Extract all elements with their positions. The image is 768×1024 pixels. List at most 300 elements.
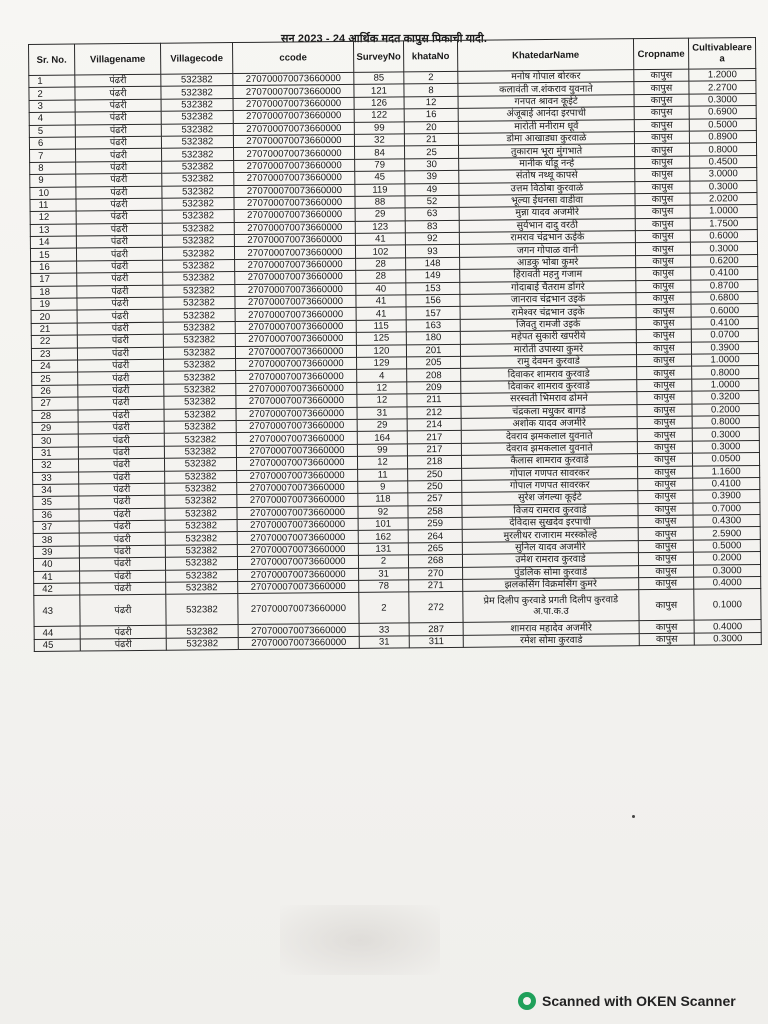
cell-surveyno: 40 [356,283,406,296]
cell-sr-no: 11 [30,199,76,212]
cell-surveyno: 28 [356,270,406,283]
cell-surveyno: 162 [358,530,408,543]
cell-khatano: 268 [408,555,462,568]
cell-cultivablearea: 0.3200 [692,391,759,404]
cell-sr-no: 12 [30,211,76,224]
cell-sr-no: 10 [30,187,76,200]
cell-ccode: 270700070073660000 [234,159,355,173]
cell-villagecode: 532382 [162,210,234,223]
cell-cultivablearea: 2.5900 [693,527,760,540]
cell-cultivablearea: 0.8000 [692,366,759,379]
header-cultivablearea: Cultivablearea [688,38,755,70]
cell-surveyno: 121 [354,84,404,97]
cell-villagecode: 532382 [165,507,237,520]
cell-villagecode: 532382 [164,433,236,446]
cell-khatedarname: जगन गोपाळ वानी [459,243,635,257]
cell-surveyno: 2 [358,555,408,568]
cell-ccode: 270700070073660000 [235,295,356,309]
cell-surveyno: 45 [355,171,405,184]
cell-sr-no: 30 [32,434,78,447]
cell-khatano: 21 [404,133,458,146]
cell-ccode: 270700070073660000 [237,494,358,508]
cell-sr-no: 5 [29,125,75,138]
cell-khatano: 250 [408,468,462,481]
cell-khatedarname: देवराव झमकलाल युवनाते [461,429,637,443]
cell-villagecode: 532382 [162,173,234,186]
cell-villagename: पंढरी [77,310,163,323]
cell-villagename: पंढरी [76,198,162,211]
cell-cultivablearea: 0.3000 [690,242,757,255]
cell-villagename: पंढरी [76,173,162,186]
cell-cultivablearea: 1.2000 [689,69,756,82]
cell-villagename: पंढरी [77,347,163,360]
cell-khatano: 148 [406,257,460,270]
cell-cultivablearea: 0.4100 [691,316,758,329]
cell-villagename: पंढरी [79,508,165,521]
cell-villagecode: 532382 [163,334,235,347]
cell-surveyno: 2 [359,592,409,623]
cell-cultivablearea: 0.3900 [691,341,758,354]
cell-villagename: पंढरी [80,595,166,627]
cell-khatano: 12 [404,96,458,109]
header-ccode: ccode [232,41,353,73]
cell-khatedarname: सुर्यभान दादु वरठी [459,218,635,232]
cell-cultivablearea: 0.2000 [692,403,759,416]
cell-khatedarname: देवराव झमकलाल युवनाते [461,441,637,455]
cell-sr-no: 1 [29,75,75,88]
header-sr-no: Sr. No. [29,44,75,75]
cell-surveyno: 123 [355,221,405,234]
cell-khatano: 264 [408,530,462,543]
cell-ccode: 270700070073660000 [233,134,354,148]
cell-villagecode: 532382 [164,445,236,458]
cell-sr-no: 41 [34,571,80,584]
cell-cultivablearea: 1.0000 [692,353,759,366]
cell-sr-no: 35 [33,496,79,509]
cell-villagename: पंढरी [75,124,161,137]
cell-villagecode: 532382 [163,321,235,334]
cell-ccode: 270700070073660000 [238,580,359,594]
cell-cultivablearea: 0.3900 [693,490,760,503]
cell-ccode: 270700070073660000 [234,184,355,198]
cell-cultivablearea: 0.6000 [690,230,757,243]
cell-cropname: कापुस [637,453,692,466]
cell-cropname: कापुस [638,528,693,541]
cell-cultivablearea: 0.4100 [693,477,760,490]
cell-khatedarname: देविदास सुखदेव इरपाची [462,516,638,530]
cell-surveyno: 122 [354,109,404,122]
cell-sr-no: 8 [30,162,76,175]
cell-cultivablearea: 0.3000 [692,440,759,453]
cell-cultivablearea: 1.0000 [692,378,759,391]
cell-sr-no: 25 [32,372,78,385]
cell-sr-no: 32 [32,459,78,472]
cell-sr-no: 29 [32,422,78,435]
cell-ccode: 270700070073660000 [233,97,354,111]
cell-cultivablearea: 0.4000 [694,577,761,590]
cell-cropname: कापुस [636,292,691,305]
cell-cultivablearea: 0.4300 [693,515,760,528]
cell-khatedarname: सुनिल यादव अजमीरे [462,541,638,555]
cell-sr-no: 17 [31,273,77,286]
cell-khatedarname: महेपत सुकारी खपरीये [460,330,636,344]
cell-khatano: 25 [404,146,458,159]
cell-khatedarname: रमेश सोमा कुरवाडे [463,633,639,647]
cell-khatedarname: सरस्वती भिमराव ढोमने [461,392,637,406]
scanner-watermark [518,990,736,1012]
cell-sr-no: 6 [29,137,75,150]
cell-ccode: 270700070073660000 [233,110,354,124]
cell-surveyno: 99 [357,444,407,457]
cell-villagename: पंढरी [78,384,164,397]
cell-cropname: कापुस [635,181,690,194]
cell-khatano: 209 [407,381,461,394]
cell-cropname: कापुस [638,552,693,565]
cell-cultivablearea: 0.6800 [691,292,758,305]
cell-cropname: कापुस [638,478,693,491]
cell-cropname: कापुस [636,342,691,355]
cell-ccode: 270700070073660000 [237,556,358,570]
cell-villagename: पंढरी [76,211,162,224]
cell-surveyno: 125 [356,332,406,345]
cell-villagename: पंढरी [76,235,162,248]
scan-smudge [280,905,440,975]
cell-khatano: 52 [405,195,459,208]
cell-khatedarname: कैलास शामराव कुरवाडे [461,454,637,468]
cell-cropname: कापुस [637,354,692,367]
cell-villagecode: 532382 [162,222,234,235]
cell-ccode: 270700070073660000 [233,85,354,99]
cell-surveyno: 129 [357,357,407,370]
cell-ccode: 270700070073660000 [235,333,356,347]
cell-villagename: पंढरी [78,421,164,434]
cell-surveyno: 12 [357,382,407,395]
cell-sr-no: 2 [29,87,75,100]
cell-cultivablearea: 0.7000 [693,502,760,515]
cell-cultivablearea: 0.4000 [694,620,761,633]
cell-khatano: 149 [406,270,460,283]
cell-sr-no: 19 [31,298,77,311]
beneficiary-table [28,37,762,652]
cell-khatano: 217 [407,431,461,444]
cell-ccode: 270700070073660000 [235,258,356,272]
cell-ccode: 270700070073660000 [236,382,357,396]
cell-sr-no: 33 [33,472,79,485]
cell-surveyno: 31 [359,567,409,580]
cell-ccode: 270700070073660000 [234,221,355,235]
cell-khatano: 217 [407,443,461,456]
cell-villagename: पंढरी [80,570,166,583]
cell-surveyno: 164 [357,431,407,444]
cell-cultivablearea: 0.6200 [691,254,758,267]
cell-cropname: कापुस [637,367,692,380]
cell-ccode: 270700070073660000 [236,370,357,384]
cell-ccode: 270700070073660000 [233,72,354,86]
scan-speck [632,815,635,818]
cell-sr-no: 24 [32,360,78,373]
cell-ccode: 270700070073660000 [238,593,359,625]
cell-khatedarname: मारोती मनीराम धूर्वे [458,119,634,133]
cell-khatedarname: मारोती उपास्या कुमरे [460,342,636,356]
cell-villagecode: 532382 [164,396,236,409]
cell-surveyno: 119 [355,183,405,196]
cell-cropname: कापुस [634,119,689,132]
cell-cultivablearea: 2.2700 [689,81,756,94]
cell-cropname: कापुस [638,490,693,503]
cell-villagecode: 532382 [166,594,238,626]
cell-villagecode: 532382 [163,259,235,272]
cell-cultivablearea: 0.8000 [689,143,756,156]
cell-ccode: 270700070073660000 [238,624,359,638]
cell-cropname: कापुस [635,156,690,169]
cell-khatedarname: अंजूबाई आनंदा इरपाची [458,107,634,121]
cell-cultivablearea: 0.0700 [691,329,758,342]
cell-cultivablearea: 3.0000 [690,168,757,181]
cell-ccode: 270700070073660000 [236,395,357,409]
cell-villagecode: 532382 [161,111,233,124]
cell-villagename: पंढरी [80,638,166,651]
cell-villagename: पंढरी [78,458,164,471]
cell-cropname: कापुस [638,466,693,479]
cell-villagecode: 532382 [165,557,237,570]
cell-villagename: पंढरी [79,520,165,533]
cell-villagecode: 532382 [162,247,234,260]
cell-cropname: कापुस [639,565,694,578]
cell-surveyno: 41 [355,233,405,246]
cell-sr-no: 40 [33,558,79,571]
cell-khatedarname: गनपत श्रावन कूईटे [458,94,634,108]
cell-surveyno: 31 [359,636,409,649]
cell-sr-no: 7 [30,149,76,162]
cell-cropname: कापुस [639,633,694,646]
cell-villagename: पंढरी [78,409,164,422]
cell-villagecode: 532382 [164,359,236,372]
cell-villagecode: 532382 [165,495,237,508]
cell-khatano: 208 [407,369,461,382]
cell-sr-no: 45 [34,639,80,652]
cell-villagename: पंढरी [80,626,166,639]
cell-ccode: 270700070073660000 [238,568,359,582]
cell-cropname: कापुस [637,404,692,417]
cell-khatano: 163 [406,319,460,332]
cell-surveyno: 79 [355,159,405,172]
cell-villagename: पंढरी [75,74,161,87]
cell-cultivablearea: 0.8900 [689,130,756,143]
cell-khatano: 218 [407,455,461,468]
cell-cropname: कापुस [636,329,691,342]
cell-khatano: 212 [407,406,461,419]
cell-villagename: पंढरी [77,260,163,273]
cell-khatano: 30 [405,158,459,171]
cell-sr-no: 9 [30,174,76,187]
cell-cropname: कापुस [636,267,691,280]
cell-cropname: कापुस [635,193,690,206]
cell-sr-no: 4 [29,112,75,125]
cell-khatedarname: गोदाबाई चैतराम डोंगरे [460,280,636,294]
cell-cropname: कापुस [634,143,689,156]
cell-villagecode: 532382 [161,135,233,148]
cell-sr-no: 15 [30,249,76,262]
cell-khatano: 257 [408,493,462,506]
cell-ccode: 270700070073660000 [235,271,356,285]
cell-khatano: 205 [407,356,461,369]
cell-khatano: 2 [404,71,458,84]
cell-khatedarname: पुंडलिक सोमा कुरवाडे [463,565,639,579]
cell-khatedarname: उमेश रामराव कुरवाडे [462,553,638,567]
cell-villagename: पंढरी [75,111,161,124]
cell-cultivablearea: 0.8000 [692,415,759,428]
cell-villagecode: 532382 [165,532,237,545]
cell-ccode: 270700070073660000 [234,171,355,185]
cell-khatedarname: दिवाकर शामराव कुरवाडे [461,379,637,393]
cell-khatedarname: रामु देवमन कुरवाडे [461,355,637,369]
cell-villagename: पंढरी [79,545,165,558]
document-title: सन 2023 - 24 आर्थिक मदत कापुस पिकाची यादी. [281,33,487,45]
cell-cropname: कापुस [635,230,690,243]
cell-villagecode: 532382 [161,123,233,136]
header-villagename: Villagename [75,43,161,75]
cell-cultivablearea: 0.1000 [694,589,761,621]
cell-ccode: 270700070073660000 [236,444,357,458]
cell-khatedarname: तुकाराम भूरा मुंगभाते [458,144,634,158]
cell-ccode: 270700070073660000 [234,233,355,247]
cell-khatano: 20 [404,121,458,134]
cell-surveyno: 11 [358,468,408,481]
cell-villagename: पंढरी [79,471,165,484]
cell-khatedarname: संतोष नथ्थू कापसे [459,169,635,183]
cell-villagecode: 532382 [165,520,237,533]
cell-ccode: 270700070073660000 [236,432,357,446]
cell-surveyno: 32 [354,134,404,147]
cell-cropname: कापुस [638,515,693,528]
cell-ccode: 270700070073660000 [237,518,358,532]
cell-khatedarname: मुरलीधर राजाराम मरस्कोल्हे [462,528,638,542]
cell-cropname: कापुस [639,621,694,634]
cell-khatano: 271 [409,579,463,592]
cell-sr-no: 42 [34,583,80,596]
header-cropname: Cropname [633,38,688,70]
cell-khatedarname: चंद्रकला मधुकर बागडे [461,404,637,418]
cell-cultivablearea: 0.0500 [692,453,759,466]
header-khatedarname: KhatedarName [457,39,633,72]
header-surveyno: SurveyNo [353,41,403,72]
cell-sr-no: 38 [33,533,79,546]
cell-surveyno: 84 [355,146,405,159]
watermark-text: Scanned with OKEN Scanner [542,993,736,1009]
cell-surveyno: 29 [355,208,405,221]
cell-cultivablearea: 0.4500 [690,155,757,168]
cell-khatano: 265 [408,542,462,555]
cell-sr-no: 14 [30,236,76,249]
cell-ccode: 270700070073660000 [237,469,358,483]
cell-khatano: 83 [405,220,459,233]
cell-ccode: 270700070073660000 [234,209,355,223]
cell-cropname: कापुस [639,577,694,590]
cell-cultivablearea: 0.3000 [690,180,757,193]
cell-villagecode: 532382 [161,74,233,87]
cell-ccode: 270700070073660000 [236,407,357,421]
cell-villagename: पंढरी [77,285,163,298]
cell-villagecode: 532382 [161,98,233,111]
cell-sr-no: 43 [34,595,80,626]
cell-cultivablearea: 0.3000 [694,632,761,645]
cell-villagecode: 532382 [162,160,234,173]
cell-ccode: 270700070073660000 [237,481,358,495]
cell-villagecode: 532382 [164,408,236,421]
cell-surveyno: 78 [359,580,409,593]
cell-surveyno: 85 [354,72,404,85]
cell-sr-no: 36 [33,509,79,522]
cell-khatedarname: गोपाल गणपत सावरकर [462,479,638,493]
cell-cropname: कापुस [635,205,690,218]
cell-surveyno: 92 [358,506,408,519]
cell-sr-no: 27 [32,397,78,410]
header-khatano: khataNo [403,40,457,72]
cell-khatedarname: अशोक यादव अजमीरे [461,417,637,431]
cell-cultivablearea: 1.0000 [690,205,757,218]
cell-khatedarname: झलकसिंग विक्रमसिंग कुमरे [463,578,639,592]
cell-villagename: पंढरी [76,161,162,174]
cell-surveyno: 33 [359,623,409,636]
cell-khatedarname: रामेश्वर चंद्रभान उइके [460,305,636,319]
header-villagecode: Villagecode [160,43,232,75]
cell-cropname: कापुस [636,305,691,318]
cell-khatedarname: रामराव चंद्रभान ऊईके [459,231,635,245]
cell-villagecode: 532382 [166,637,238,650]
cell-villagecode: 532382 [165,482,237,495]
cell-sr-no: 23 [31,348,77,361]
cell-cultivablearea: 0.5000 [693,539,760,552]
cell-cropname: कापुस [635,168,690,181]
cell-cropname: कापुस [638,503,693,516]
cell-villagecode: 532382 [164,371,236,384]
cell-khatano: 287 [409,623,463,636]
cell-cultivablearea: 0.2000 [693,552,760,565]
cell-villagename: पंढरी [79,483,165,496]
cell-villagecode: 532382 [163,272,235,285]
cell-khatedarname: शामराव महादेव अजमीरे [463,621,639,635]
cell-surveyno: 28 [356,258,406,271]
cell-villagename: पंढरी [78,359,164,372]
cell-cropname: कापुस [637,428,692,441]
cell-villagename: पंढरी [76,186,162,199]
cell-villagename: पंढरी [76,248,162,261]
cell-villagecode: 532382 [162,197,234,210]
cell-ccode: 270700070073660000 [233,122,354,136]
cell-khatano: 259 [408,517,462,530]
cell-khatedarname: मुन्ना यादव अजमीरे [459,206,635,220]
cell-surveyno: 12 [357,394,407,407]
cell-villagename: पंढरी [78,446,164,459]
cell-villagecode: 532382 [166,569,238,582]
cell-villagecode: 532382 [161,86,233,99]
cell-khatedarname: विजय रामराव कुरवाडे [462,503,638,517]
cell-khatedarname: जिवतु रामजी उइके [460,317,636,331]
cell-surveyno: 131 [358,543,408,556]
cell-cropname: कापुस [637,391,692,404]
cell-khatano: 49 [405,183,459,196]
cell-cropname: कापुस [634,131,689,144]
cell-khatano: 156 [406,294,460,307]
cell-khatano: 92 [405,232,459,245]
cell-sr-no: 31 [32,447,78,460]
cell-ccode: 270700070073660000 [235,320,356,334]
cell-sr-no: 44 [34,626,80,639]
cell-sr-no: 28 [32,410,78,423]
cell-khatano: 214 [407,418,461,431]
cell-sr-no: 3 [29,100,75,113]
cell-sr-no: 39 [33,546,79,559]
